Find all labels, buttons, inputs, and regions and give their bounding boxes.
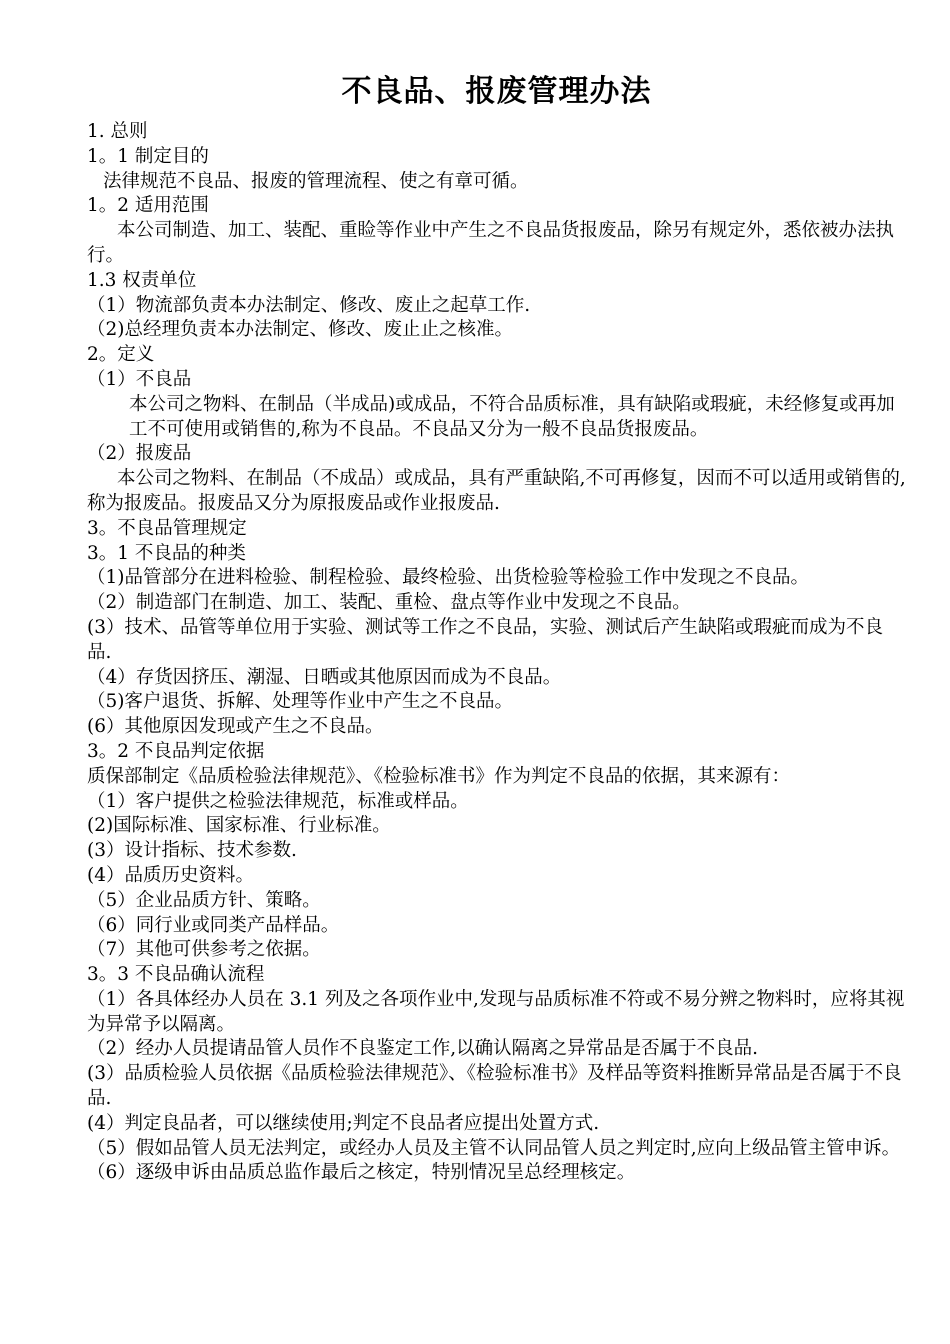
list-item: （6）逐级申诉由品质总监作最后之核定，特别情况呈总经理核定。 bbox=[87, 1162, 636, 1184]
list-item: (6）其他原因发现或产生之不良品。 bbox=[87, 716, 384, 738]
paragraph: 质保部制定《品质检验法律规范》、《检验标准书》作为判定不良品的依据，其来源有： bbox=[87, 765, 791, 787]
list-item: （1）物流部负责本办法制定、修改、废止之起草工作. bbox=[87, 294, 531, 316]
list-item: （7）其他可供参考之依据。 bbox=[87, 939, 321, 961]
list-item: (3）设计指标、技术参数. bbox=[87, 840, 297, 862]
subsection-heading: 1.3 权责单位 bbox=[87, 269, 197, 291]
list-item: （5)客户退货、拆解、处理等作业中产生之不良品。 bbox=[87, 691, 513, 713]
list-item: （4）存货因挤压、潮湿、日晒或其他原因而成为不良品。 bbox=[87, 666, 562, 688]
list-item: （2）经办人员提请品管人员作不良鉴定工作,以确认隔离之异常品是否属于不良品. bbox=[87, 1038, 759, 1060]
list-item: （1）客户提供之检验法律规范，标准或样品。 bbox=[87, 790, 469, 812]
list-item: (3）品质检验人员依据《品质检验法律规范》、《检验标准书》及样品等资料推断异常品是否属于不良品. bbox=[87, 1063, 902, 1110]
subsection-heading: 3。2 不良品判定依据 bbox=[87, 740, 265, 762]
list-item: （2）制造部门在制造、加工、装配、重检、盘点等作业中发现之不良品。 bbox=[87, 592, 691, 614]
paragraph: 本公司制造、加工、装配、重睑等作业中产生之不良品货报废品，除另有规定外，悉依被办法执行。 bbox=[87, 220, 895, 266]
list-item: (4）品质历史资料。 bbox=[87, 864, 254, 886]
section-heading: 3。不良品管理规定 bbox=[87, 517, 247, 539]
list-item: (2)国际标准、国家标准、行业标准。 bbox=[87, 815, 391, 837]
list-item: （2)总经理负责本办法制定、修改、废止止之核准。 bbox=[87, 319, 513, 341]
list-item: （1)品管部分在进料检验、制程检验、最终检验、出货检验等检验工作中发现之不良品。 bbox=[87, 567, 809, 589]
list-item: （1）各具体经办人员在 3.1 列及之各项作业中,发现与品质标准不符或不易分辨之物料时，应将其视为异常予以隔离。 bbox=[87, 988, 905, 1035]
paragraph: 本公司之物料、在制品（半成品)或成品，不符合品质标准，具有缺陷或瑕疵，未经修复或再加工不可使用或销售的,称为不良品。不良品又分为一般不良品货报废品。 bbox=[129, 393, 895, 440]
list-item: (3）技术、品管等单位用于实验、测试等工作之不良品，实验、测试后产生缺陷或瑕疵而成为不良品. bbox=[87, 616, 883, 663]
subsection-heading: 1。2 适用范围 bbox=[87, 195, 209, 217]
list-item: （2）报废品 bbox=[87, 443, 192, 465]
section-heading: 1. 总则 bbox=[87, 121, 148, 142]
subsection-heading: 1。1 制定目的 bbox=[87, 145, 209, 167]
subsection-heading: 3。3 不良品确认流程 bbox=[87, 964, 265, 986]
document-title: 不良品、报废管理办法 bbox=[341, 74, 652, 109]
list-item: （6）同行业或同类产品样品。 bbox=[87, 914, 340, 936]
subsection-heading: 3。1 不良品的种类 bbox=[87, 542, 246, 564]
paragraph: 法律规范不良品、报废的管理流程、使之有章可循。 bbox=[103, 170, 529, 192]
document-body bbox=[87, 120, 906, 1186]
section-heading: 2。定义 bbox=[87, 344, 155, 366]
list-item: （5）企业品质方针、策略。 bbox=[87, 889, 321, 911]
list-item: （1）不良品 bbox=[87, 368, 192, 390]
list-item: （5）假如品管人员无法判定，或经办人员及主管不认同品管人员之判定时,应向上级品管主管申诉。 bbox=[87, 1137, 901, 1159]
paragraph: 本公司之物料、在制品（不成品）或成品，具有严重缺陷,不可再修复，因而不可以适用或销售的,称为报废品。报废品又分为原报废品或作业报废品. bbox=[87, 468, 906, 514]
list-item: (4）判定良品者，可以继续使用;判定不良品者应提出处置方式. bbox=[87, 1112, 600, 1134]
